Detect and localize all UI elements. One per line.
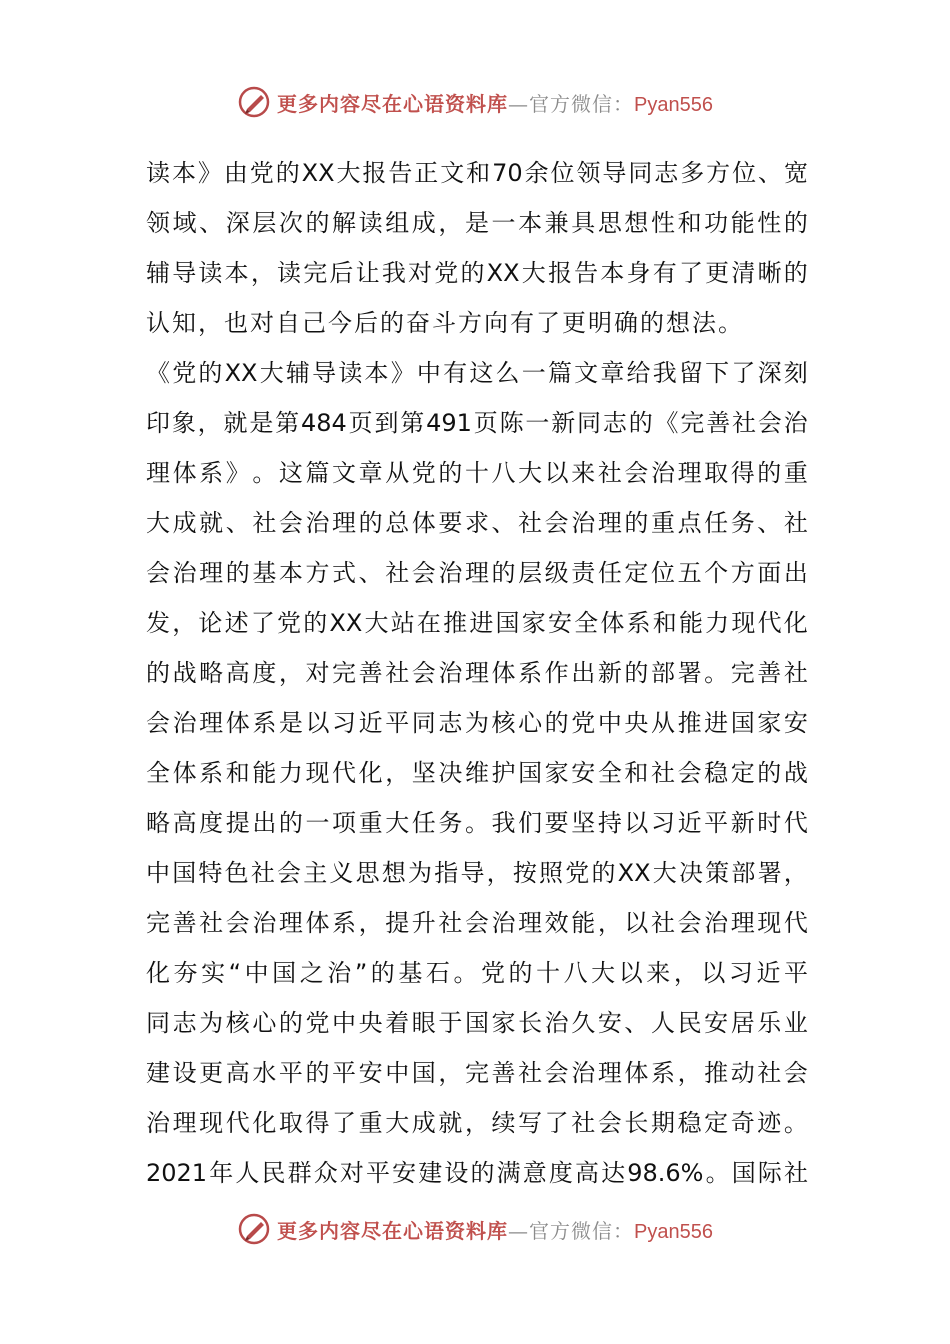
body-line: 的 战 略 高 度 ， 对 完 善 社 会 治 理 体 系 作 出 新 的 部 署 。 完 善 社 bbox=[146, 659, 808, 687]
body-line: 大 成 就 、 社 会 治 理 的 总 体 要 求 、 社 会 治 理 的 重 点 任 务 、 社 bbox=[146, 509, 808, 537]
body-line: 会 治 理 的 基 本 方 式 、 社 会 治 理 的 层 级 责 任 定 位 五 个 方 面 出 bbox=[146, 559, 808, 587]
watermark-official: —官方微信： bbox=[508, 1218, 635, 1243]
body-line: 理 体 系 》 。 这 篇 文 章 从 党 的 十 八 大 以 来 社 会 治 理 取 得 的 重 bbox=[146, 459, 808, 487]
body-line: 辅 导 读 本 ， 读 完 后 让 我 对 党 的 XX 大 报 告 本 身 有 了 更 清 晰 的 bbox=[146, 259, 808, 287]
body-line: 《 党 的 XX 大 辅 导 读 本 》 中 有 这 么 一 篇 文 章 给 我 留 下 了 深 刻 bbox=[146, 359, 808, 387]
body-line: 读 本 》 由 党 的 XX 大 报 告 正 文 和 70 余 位 领 导 同 志 多 方 位 、 宽 bbox=[146, 159, 808, 187]
pen-logo-icon bbox=[237, 1212, 271, 1246]
watermark-text bbox=[277, 1215, 713, 1244]
body-line: 领 域 、 深 层 次 的 解 读 组 成 ， 是 一 本 兼 具 思 想 性 和 功 能 性 的 bbox=[146, 209, 808, 237]
header-watermark bbox=[0, 82, 950, 122]
watermark-wechat-id: Pyan556 bbox=[634, 1220, 713, 1243]
body-line: 发 ， 论 述 了 党 的 XX 大 站 在 推 进 国 家 安 全 体 系 和 能 力 现 代 化 bbox=[146, 609, 808, 637]
body-line: 化 夯 实 “ 中 国 之 治 ” 的 基 石 。 党 的 十 八 大 以 来 ， 以 习 近 平 bbox=[146, 959, 808, 987]
watermark-wechat-id: Pyan556 bbox=[634, 93, 713, 116]
body-line: 会 治 理 体 系 是 以 习 近 平 同 志 为 核 心 的 党 中 央 从 推 进 国 家 安 bbox=[146, 709, 808, 737]
body-line: 认知，也对自己今后的奋斗方向有了更明确的想法。 bbox=[146, 309, 744, 337]
watermark-brand: 更多内容尽在心语资料库 bbox=[277, 1218, 509, 1243]
body-line: 印 象 ， 就 是 第 484 页 到 第 491 页 陈 一 新 同 志 的 《 完 善 社 会 治 bbox=[146, 409, 808, 437]
body-line: 略 高 度 提 出 的 一 项 重 大 任 务 。 我 们 要 坚 持 以 习 近 平 新 时 代 bbox=[146, 809, 808, 837]
pen-logo-icon bbox=[237, 85, 271, 119]
body-line: 完 善 社 会 治 理 体 系 ， 提 升 社 会 治 理 效 能 ， 以 社 会 治 理 现 代 bbox=[146, 909, 808, 937]
watermark-official: —官方微信： bbox=[508, 91, 635, 116]
body-line: 全 体 系 和 能 力 现 代 化 ， 坚 决 维 护 国 家 安 全 和 社 会 稳 定 的 战 bbox=[146, 759, 808, 787]
footer-watermark bbox=[0, 1209, 950, 1249]
body-line: 同 志 为 核 心 的 党 中 央 着 眼 于 国 家 长 治 久 安 、 人 民 安 居 乐 业 bbox=[146, 1009, 808, 1037]
body-line: 中 国 特 色 社 会 主 义 思 想 为 指 导 ， 按 照 党 的 XX 大 决 策 部 署 ， bbox=[146, 859, 808, 887]
watermark-brand: 更多内容尽在心语资料库 bbox=[277, 91, 509, 116]
body-line: 建 设 更 高 水 平 的 平 安 中 国 ， 完 善 社 会 治 理 体 系 ， 推 动 社 会 bbox=[146, 1059, 808, 1087]
document-body bbox=[146, 148, 808, 1198]
body-line: 2021 年 人 民 群 众 对 平 安 建 设 的 满 意 度 高 达 98.6% 。 国 际 社 bbox=[146, 1159, 808, 1187]
watermark-text bbox=[277, 88, 713, 117]
body-line: 治 理 现 代 化 取 得 了 重 大 成 就 ， 续 写 了 社 会 长 期 稳 定 奇 迹 。 bbox=[146, 1109, 808, 1137]
